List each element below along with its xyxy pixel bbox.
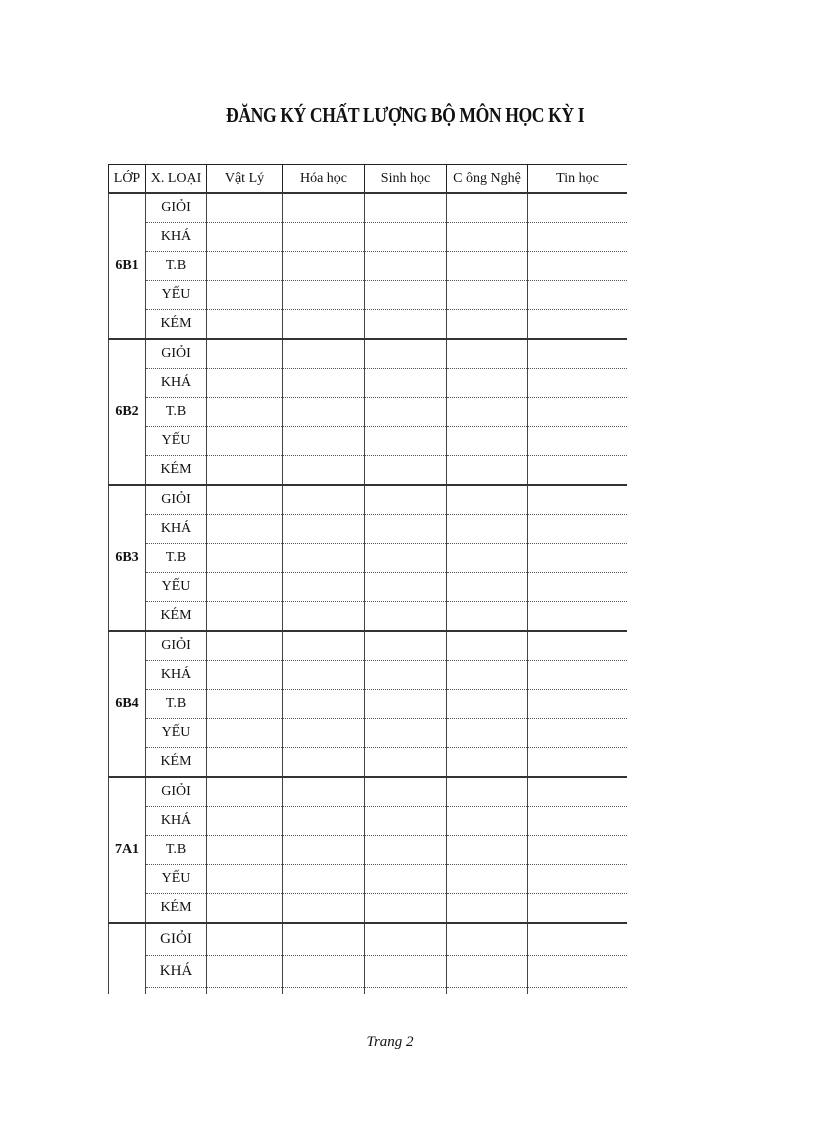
header-informatics: Tin học: [528, 165, 628, 194]
score-cell: [283, 310, 365, 340]
score-cell: [365, 281, 447, 310]
score-cell: [528, 485, 628, 515]
score-cell: [528, 398, 628, 427]
grade-label-cell: GIỎI: [146, 485, 207, 515]
score-cell: [365, 807, 447, 836]
score-cell: [365, 956, 447, 988]
score-cell: [528, 515, 628, 544]
score-cell: [365, 398, 447, 427]
score-cell: [365, 485, 447, 515]
table-row: [109, 602, 628, 632]
score-cell: [365, 631, 447, 661]
score-cell: [207, 602, 283, 632]
score-cell: [207, 988, 283, 995]
score-cell: [365, 456, 447, 486]
score-cell: [528, 836, 628, 865]
score-cell: [207, 777, 283, 807]
score-cell: [528, 193, 628, 223]
score-cell: [447, 398, 528, 427]
score-cell: [207, 310, 283, 340]
score-cell: [283, 836, 365, 865]
grade-label-cell: KÉM: [146, 310, 207, 340]
table-row: [109, 544, 628, 573]
score-cell: [283, 807, 365, 836]
score-cell: [207, 719, 283, 748]
score-cell: [207, 865, 283, 894]
table-row: [109, 252, 628, 281]
score-cell: [365, 865, 447, 894]
score-cell: [447, 573, 528, 602]
score-cell: [365, 777, 447, 807]
grade-registration-table-wrapper: [108, 164, 627, 994]
score-cell: [528, 573, 628, 602]
score-cell: [365, 573, 447, 602]
class-name-cell: 6B2: [109, 339, 146, 485]
score-cell: [283, 777, 365, 807]
score-cell: [365, 719, 447, 748]
score-cell: [207, 661, 283, 690]
score-cell: [283, 281, 365, 310]
score-cell: [528, 690, 628, 719]
class-name-cell: 6B4: [109, 631, 146, 777]
score-cell: [447, 748, 528, 778]
table-row: [109, 719, 628, 748]
grade-label-cell: T.B: [146, 690, 207, 719]
score-cell: [365, 193, 447, 223]
score-cell: [365, 602, 447, 632]
score-cell: [207, 223, 283, 252]
score-cell: [207, 544, 283, 573]
score-cell: [447, 690, 528, 719]
grade-label-cell: YẾU: [146, 281, 207, 310]
score-cell: [447, 956, 528, 988]
score-cell: [365, 223, 447, 252]
score-cell: [283, 573, 365, 602]
table-row: [109, 923, 628, 956]
header-chemistry: Hóa học: [283, 165, 365, 194]
grade-label-cell: KHÁ: [146, 223, 207, 252]
score-cell: [207, 956, 283, 988]
score-cell: [528, 661, 628, 690]
score-cell: [207, 631, 283, 661]
score-cell: [528, 923, 628, 956]
table-row: [109, 369, 628, 398]
score-cell: [283, 748, 365, 778]
score-cell: [365, 310, 447, 340]
table-row: [109, 836, 628, 865]
score-cell: [528, 339, 628, 369]
score-cell: [528, 865, 628, 894]
grade-label-cell: KHÁ: [146, 661, 207, 690]
grade-label-cell: KHÁ: [146, 369, 207, 398]
score-cell: [447, 310, 528, 340]
grade-label-cell: GIỎI: [146, 631, 207, 661]
score-cell: [207, 923, 283, 956]
header-rating: X. LOẠI: [146, 165, 207, 194]
table-row: [109, 456, 628, 486]
grade-label-cell: T.B: [146, 836, 207, 865]
class-name-cell: 6B3: [109, 485, 146, 631]
score-cell: [283, 894, 365, 924]
score-cell: [283, 719, 365, 748]
score-cell: [283, 398, 365, 427]
class-name-cell: 7A1: [109, 777, 146, 923]
class-name-cell: [109, 923, 146, 994]
score-cell: [207, 369, 283, 398]
score-cell: [447, 894, 528, 924]
grade-label-cell: [146, 988, 207, 995]
grade-label-cell: GIỎI: [146, 339, 207, 369]
score-cell: [447, 427, 528, 456]
score-cell: [447, 339, 528, 369]
grade-label-cell: KHÁ: [146, 956, 207, 988]
score-cell: [207, 515, 283, 544]
grade-label-cell: YẾU: [146, 573, 207, 602]
score-cell: [528, 281, 628, 310]
score-cell: [447, 544, 528, 573]
score-cell: [365, 923, 447, 956]
page-number: Trang 2: [366, 1034, 414, 1050]
table-row: [109, 748, 628, 778]
table-row: [109, 193, 628, 223]
page-title: ĐĂNG KÝ CHẤT LƯỢNG BỘ MÔN HỌC KỲ I: [226, 103, 585, 127]
table-row: [109, 865, 628, 894]
grade-label-cell: KHÁ: [146, 807, 207, 836]
score-cell: [283, 956, 365, 988]
score-cell: [528, 369, 628, 398]
grade-label-cell: KHÁ: [146, 515, 207, 544]
grade-label-cell: YẾU: [146, 865, 207, 894]
score-cell: [283, 339, 365, 369]
grade-label-cell: KÉM: [146, 602, 207, 632]
score-cell: [365, 836, 447, 865]
table-row: [109, 223, 628, 252]
table-header-row: [109, 165, 628, 194]
grade-label-cell: GIỎI: [146, 193, 207, 223]
table-row: [109, 427, 628, 456]
score-cell: [207, 398, 283, 427]
header-class: LỚP: [109, 165, 146, 194]
grade-label-cell: YẾU: [146, 427, 207, 456]
score-cell: [207, 807, 283, 836]
grade-label-cell: KÉM: [146, 894, 207, 924]
table-row: [109, 515, 628, 544]
score-cell: [207, 485, 283, 515]
score-cell: [528, 719, 628, 748]
score-cell: [528, 988, 628, 995]
score-cell: [283, 865, 365, 894]
score-cell: [447, 807, 528, 836]
table-row: [109, 690, 628, 719]
score-cell: [365, 427, 447, 456]
score-cell: [365, 988, 447, 995]
score-cell: [207, 252, 283, 281]
table-row: [109, 988, 628, 995]
score-cell: [447, 456, 528, 486]
score-cell: [447, 836, 528, 865]
score-cell: [365, 515, 447, 544]
score-cell: [447, 252, 528, 281]
score-cell: [447, 515, 528, 544]
header-physics: Vật Lý: [207, 165, 283, 194]
header-technology: C ông Nghệ: [447, 165, 528, 194]
grade-label-cell: GIỎI: [146, 777, 207, 807]
score-cell: [283, 369, 365, 398]
grade-label-cell: T.B: [146, 398, 207, 427]
score-cell: [447, 661, 528, 690]
score-cell: [365, 690, 447, 719]
score-cell: [447, 193, 528, 223]
score-cell: [283, 602, 365, 632]
table-row: [109, 398, 628, 427]
score-cell: [528, 427, 628, 456]
score-cell: [283, 456, 365, 486]
table-row: [109, 281, 628, 310]
score-cell: [207, 339, 283, 369]
score-cell: [365, 894, 447, 924]
score-cell: [207, 690, 283, 719]
score-cell: [365, 544, 447, 573]
score-cell: [447, 988, 528, 995]
table-row: [109, 807, 628, 836]
score-cell: [365, 661, 447, 690]
score-cell: [283, 544, 365, 573]
table-row: [109, 894, 628, 924]
score-cell: [207, 281, 283, 310]
score-cell: [528, 223, 628, 252]
score-cell: [528, 631, 628, 661]
score-cell: [207, 748, 283, 778]
score-cell: [283, 427, 365, 456]
score-cell: [447, 865, 528, 894]
grade-label-cell: GIỎI: [146, 923, 207, 956]
score-cell: [447, 631, 528, 661]
score-cell: [283, 661, 365, 690]
score-cell: [207, 573, 283, 602]
score-cell: [365, 748, 447, 778]
table-row: [109, 485, 628, 515]
score-cell: [283, 988, 365, 995]
score-cell: [528, 456, 628, 486]
score-cell: [283, 515, 365, 544]
table-row: [109, 339, 628, 369]
score-cell: [528, 894, 628, 924]
table-row: [109, 631, 628, 661]
table-body: [109, 193, 628, 994]
score-cell: [447, 923, 528, 956]
score-cell: [283, 223, 365, 252]
score-cell: [528, 807, 628, 836]
grade-registration-table: [108, 164, 627, 994]
score-cell: [283, 631, 365, 661]
grade-label-cell: KÉM: [146, 748, 207, 778]
score-cell: [283, 485, 365, 515]
score-cell: [528, 956, 628, 988]
score-cell: [528, 252, 628, 281]
score-cell: [283, 690, 365, 719]
score-cell: [365, 252, 447, 281]
score-cell: [528, 777, 628, 807]
table-row: [109, 661, 628, 690]
grade-label-cell: KÉM: [146, 456, 207, 486]
score-cell: [528, 310, 628, 340]
score-cell: [207, 193, 283, 223]
score-cell: [207, 894, 283, 924]
score-cell: [447, 777, 528, 807]
score-cell: [365, 369, 447, 398]
score-cell: [447, 719, 528, 748]
score-cell: [207, 427, 283, 456]
grade-label-cell: YẾU: [146, 719, 207, 748]
table-row: [109, 777, 628, 807]
score-cell: [283, 193, 365, 223]
score-cell: [207, 456, 283, 486]
table-row: [109, 310, 628, 340]
score-cell: [447, 369, 528, 398]
score-cell: [447, 281, 528, 310]
grade-label-cell: T.B: [146, 252, 207, 281]
score-cell: [528, 544, 628, 573]
score-cell: [447, 223, 528, 252]
header-biology: Sinh học: [365, 165, 447, 194]
class-name-cell: 6B1: [109, 193, 146, 339]
score-cell: [207, 836, 283, 865]
score-cell: [283, 923, 365, 956]
table-row: [109, 956, 628, 988]
score-cell: [283, 252, 365, 281]
score-cell: [365, 339, 447, 369]
score-cell: [528, 748, 628, 778]
grade-label-cell: T.B: [146, 544, 207, 573]
score-cell: [447, 602, 528, 632]
table-row: [109, 573, 628, 602]
score-cell: [447, 485, 528, 515]
score-cell: [528, 602, 628, 632]
